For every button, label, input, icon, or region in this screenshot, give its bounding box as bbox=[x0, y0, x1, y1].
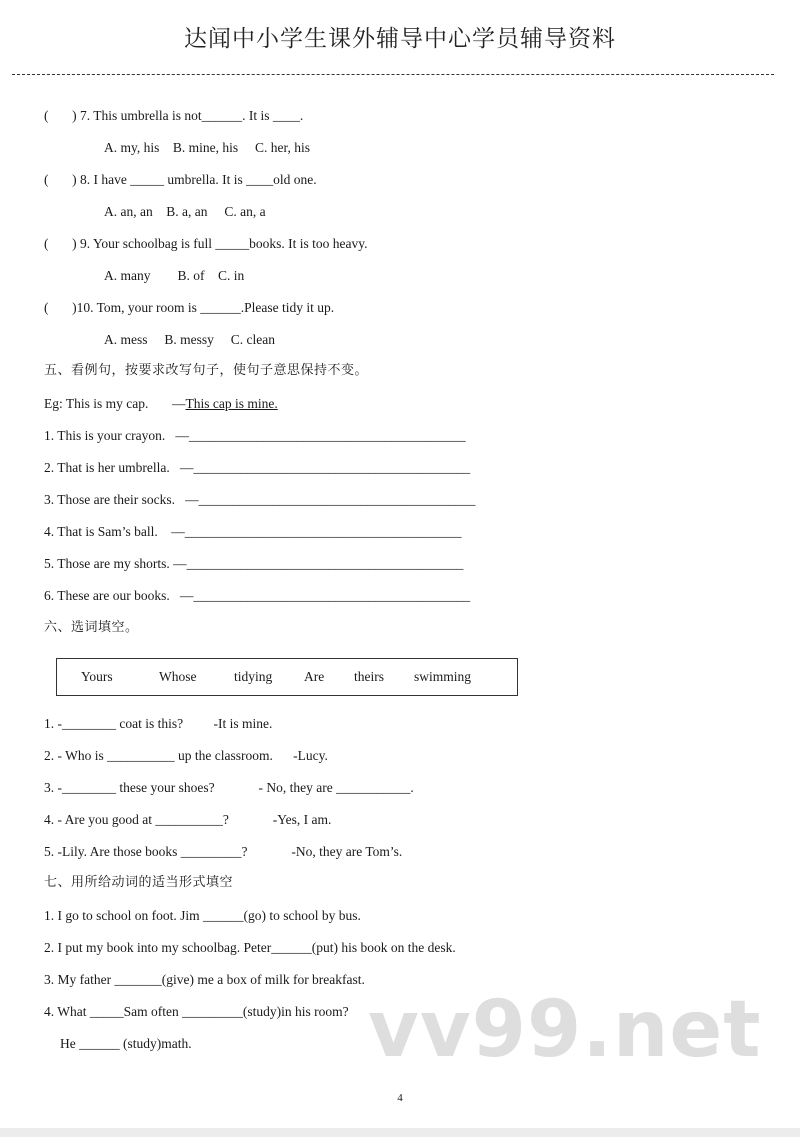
word-bank-word: swimming bbox=[414, 669, 472, 684]
section-6-item-5: 5. -Lily. Are those books _________? -No, they are Tom’s. bbox=[44, 844, 403, 859]
section-7-item-2: 2. I put my book into my schoolbag. Peter______(put) his book on the desk. bbox=[44, 940, 456, 955]
section-6-item-2: 2. - Who is __________ up the classroom. -Lucy. bbox=[44, 748, 328, 763]
question-9-options: A. many B. of C. in bbox=[104, 268, 245, 283]
question-10: ( )10. Tom, your room is ______.Please tidy it up. bbox=[44, 300, 335, 315]
question-8: ( ) 8. I have _____ umbrella. It is ____old one. bbox=[44, 172, 317, 187]
section-6-heading: 六、选词填空。 bbox=[44, 620, 139, 635]
section-5-item-5: 5. Those are my shorts. —_________________________________________ bbox=[44, 556, 464, 571]
section-7-heading: 七、用所给动词的适当形式填空 bbox=[44, 875, 234, 890]
section-7-item-1: 1. I go to school on foot. Jim ______(go) to school by bus. bbox=[44, 908, 361, 923]
watermark-text: vv99.net bbox=[368, 985, 762, 1075]
section-6-item-3: 3. -________ these your shoes? - No, they are ___________. bbox=[44, 780, 414, 795]
section-5-item-3: 3. Those are their socks. —_________________________________________ bbox=[44, 492, 476, 507]
word-bank-word: Yours bbox=[81, 669, 113, 684]
example-answer: This cap is mine. bbox=[185, 396, 278, 411]
example-prefix: Eg: This is my cap. — bbox=[44, 396, 186, 411]
question-9: ( ) 9. Your schoolbag is full _____books. It is too heavy. bbox=[44, 236, 368, 251]
section-5-item-2: 2. That is her umbrella. —_________________________________________ bbox=[44, 460, 471, 475]
section-5-item-4: 4. That is Sam’s ball. —_________________________________________ bbox=[44, 524, 462, 539]
bottom-strip bbox=[0, 1128, 800, 1137]
question-7: ( ) 7. This umbrella is not______. It is ____. bbox=[44, 108, 304, 123]
section-7-item-4: 4. What _____Sam often _________(study)in his room? bbox=[44, 1004, 349, 1019]
word-bank-word: Whose bbox=[159, 669, 197, 684]
section-6-item-1: 1. -________ coat is this? -It is mine. bbox=[44, 716, 273, 731]
question-7-options: A. my, his B. mine, his C. her, his bbox=[104, 140, 310, 155]
section-5-heading: 五、看例句，按要求改写句子，使句子意思保持不变。 bbox=[44, 363, 369, 378]
page-title: 达闻中小学生课外辅导中心学员辅导资料 bbox=[184, 26, 616, 52]
header-divider bbox=[12, 74, 774, 75]
section-5-item-1: 1. This is your crayon. —_________________________________________ bbox=[44, 428, 466, 443]
page-number: 4 bbox=[397, 1092, 403, 1104]
question-10-options: A. mess B. messy C. clean bbox=[104, 332, 275, 347]
section-5-example bbox=[44, 396, 278, 412]
section-7-item-3: 3. My father _______(give) me a box of milk for breakfast. bbox=[44, 972, 365, 987]
word-bank-box bbox=[56, 658, 518, 696]
word-bank-word: Are bbox=[304, 669, 325, 684]
word-bank-word: theirs bbox=[354, 669, 384, 684]
question-8-options: A. an, an B. a, an C. an, a bbox=[104, 204, 266, 219]
section-6-item-4: 4. - Are you good at __________? -Yes, I am. bbox=[44, 812, 332, 827]
word-bank-word: tidying bbox=[234, 669, 273, 684]
section-7-item-4-answer-line: He ______ (study)math. bbox=[60, 1036, 192, 1051]
section-5-item-6: 6. These are our books. —_________________________________________ bbox=[44, 588, 471, 603]
